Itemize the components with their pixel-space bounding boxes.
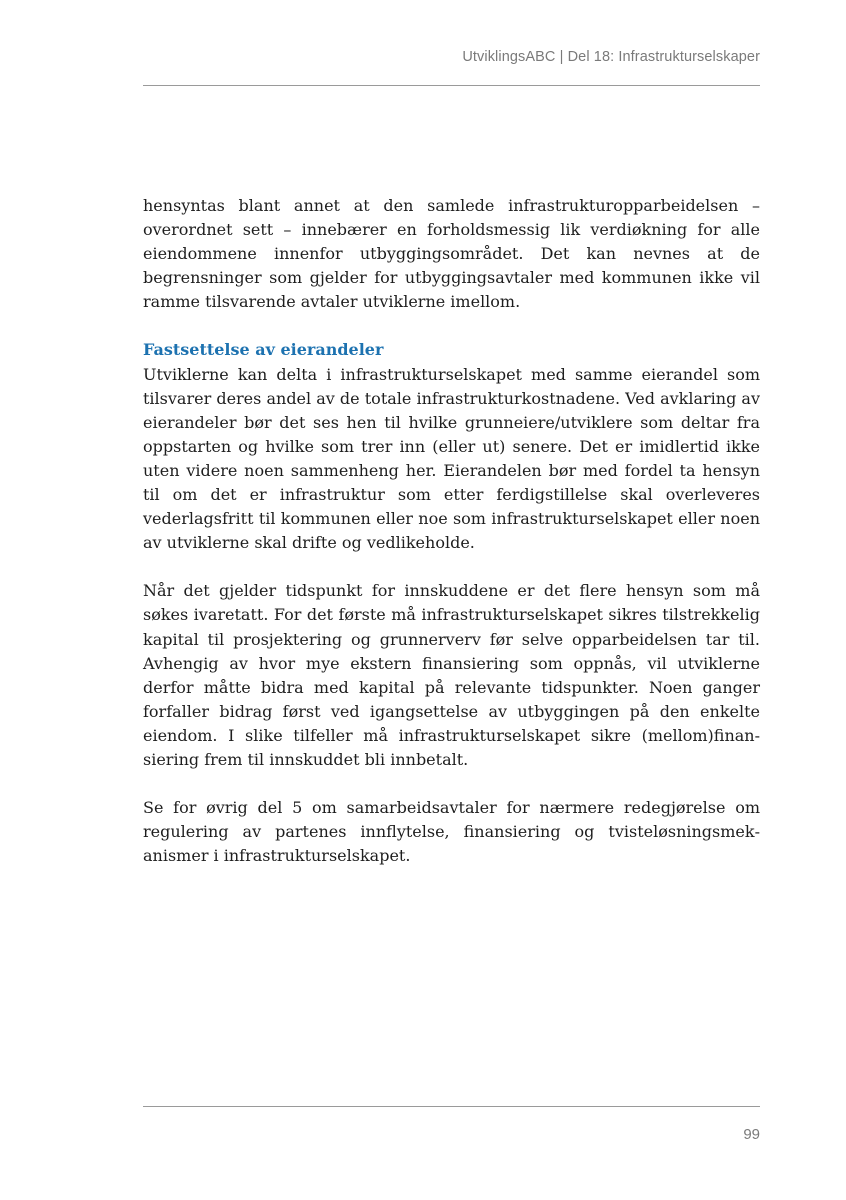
body-paragraph: Se for øvrig del 5 om samarbeidsavtaler for nærmere redegjørelse om regulering av partenes innflytelse, finansiering og tvisteløsningsmekanismer i infrastrukturselskapet. [143, 798, 760, 866]
running-header: UtviklingsABC | Del 18: Infrastrukturselskaper [462, 49, 760, 65]
body-paragraph: Når det gjelder tidspunkt for innskuddene er det flere hensyn som må søkes ivaretatt. For det første må infrastrukturselskapet sikres tilstrekkelig kapital til prosjektering og grunnerverv før selve opparbeidelsen tar til. Avhengig av hvor mye ekstern finansiering som oppnås, vil utviklerne derfor måtte bidra med kapital på relevante tidspunkter. Noen ganger forfaller bidrag først ved igangsettelse av utbyggingen på den enkelte eiendom. I slike tilfeller må infrastrukturselskapet sikre (mellom)finansiering frem til innskuddet bli innbetalt. [143, 581, 760, 769]
body-paragraph: Utviklerne kan delta i infrastrukturselskapet med samme eierandel som tilsvarer deres andel av de totale infrastrukturkostnadene. Ved avklaring av eierandeler bør det ses hen til hvilke grunneiere/utviklere som deltar fra oppstarten og hvilke som trer inn (eller ut) senere. Det er imidlertid ikke uten videre noen sammenheng her. Eierandelen bør med fordel ta hensyn til om det er infrastruktur som etter ferdigstillelse skal overleveres vederlagsfritt til kommunen eller noe som infrastrukturselskapet eller noen av utviklerne skal drifte og vedlikeholde. [143, 364, 760, 553]
body-paragraph: hensyntas blant annet at den samlede infrastrukturopparbeidelsen – overordnet sett – innebærer en forholdsmessig lik verdiøkning for alle eiendommene innenfor utbyggingsområdet. Det kan nevnes at de begrensninger som gjelder for utbyggingsavtaler med kommunen ikke vil ramme tilsvarende avtaler utviklerne imellom. [143, 196, 760, 312]
paragraph-spacer [143, 314, 760, 338]
page-number: 99 [743, 1126, 760, 1143]
header-divider [143, 85, 760, 86]
section-heading: Fastsettelse av eierandeler [143, 340, 384, 360]
paragraph-spacer [143, 772, 760, 796]
footer-divider [143, 1106, 760, 1107]
paragraph-spacer [143, 555, 760, 579]
main-content [143, 194, 760, 868]
